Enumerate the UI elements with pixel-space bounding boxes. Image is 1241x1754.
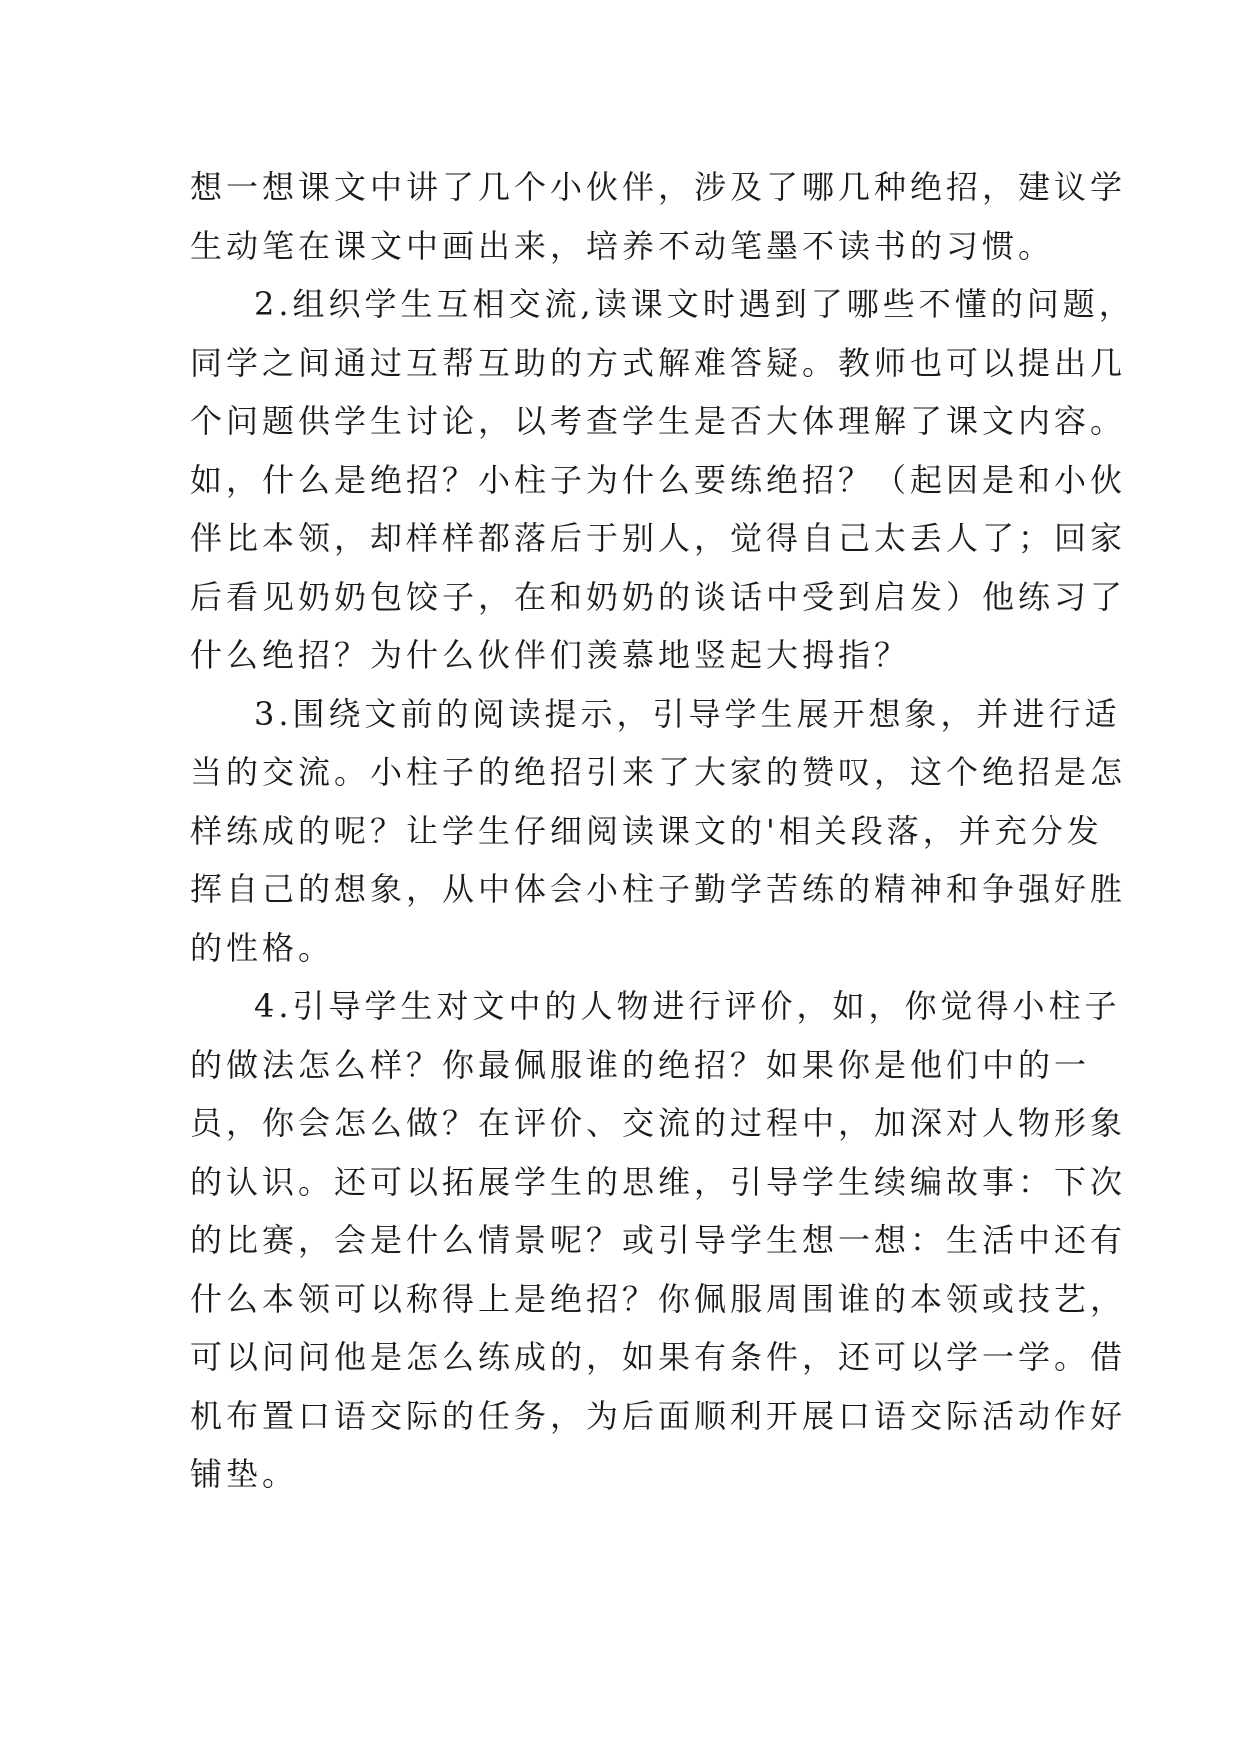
document-body [190,158,1135,1504]
text-line: 当的交流。小柱子的绝招引来了大家的赞叹，这个绝招是怎 [190,753,1127,791]
text-line: 个问题供学生讨论，以考查学生是否大体理解了课文内容。 [190,402,1127,440]
text-line: 可以问问他是怎么练成的，如果有条件，还可以学一学。借 [190,1338,1127,1376]
text-line: 想一想课文中讲了几个小伙伴，涉及了哪几种绝招，建议学 [190,168,1127,206]
text-line: 2.组织学生互相交流,读课文时遇到了哪些不懂的问题， [254,285,1135,323]
text-line: 的认识。还可以拓展学生的思维，引导学生续编故事：下次 [190,1162,1127,1201]
text-line: 的比赛，会是什么情景呢？或引导学生想一想：生活中还有 [190,1221,1127,1259]
text-line: 什么绝招？为什么伙伴们羡慕地竖起大拇指？ [190,636,911,674]
text-line: 生动笔在课文中画出来，培养不动笔墨不读书的习惯。 [190,226,1055,265]
text-line: 同学之间通过互帮互助的方式解难答疑。教师也可以提出几 [190,343,1127,382]
text-line: 什么本领可以称得上是绝招？你佩服周围谁的本领或技艺， [190,1279,1127,1318]
text-line: 的做法怎么样？你最佩服谁的绝招？如果你是他们中的一 [190,1045,1091,1084]
text-line: 样练成的呢？让学生仔细阅读课文的'相关段落，并充分发 [190,811,1103,850]
text-line: 4.引导学生对文中的人物进行评价，如，你觉得小柱子 [254,987,1121,1025]
text-line: 3.围绕文前的阅读提示，引导学生展开想象，并进行适 [254,694,1121,733]
text-line: 机布置口语交际的任务，为后面顺利开展口语交际活动作好 [190,1396,1127,1435]
text-line: 伴比本领，却样样都落后于别人，觉得自己太丢人了；回家 [190,519,1127,557]
text-line: 员，你会怎么做？在评价、交流的过程中，加深对人物形象 [190,1104,1127,1142]
text-line: 铺垫。 [190,1455,299,1493]
text-line: 如，什么是绝招？小柱子为什么要练绝招？（起因是和小伙 [190,460,1127,499]
text-line: 后看见奶奶包饺子，在和奶奶的谈话中受到启发）他练习了 [190,577,1127,616]
text-line: 挥自己的想象，从中体会小柱子勤学苦练的精神和争强好胜 [190,870,1127,908]
text-line: 的性格。 [190,928,335,967]
